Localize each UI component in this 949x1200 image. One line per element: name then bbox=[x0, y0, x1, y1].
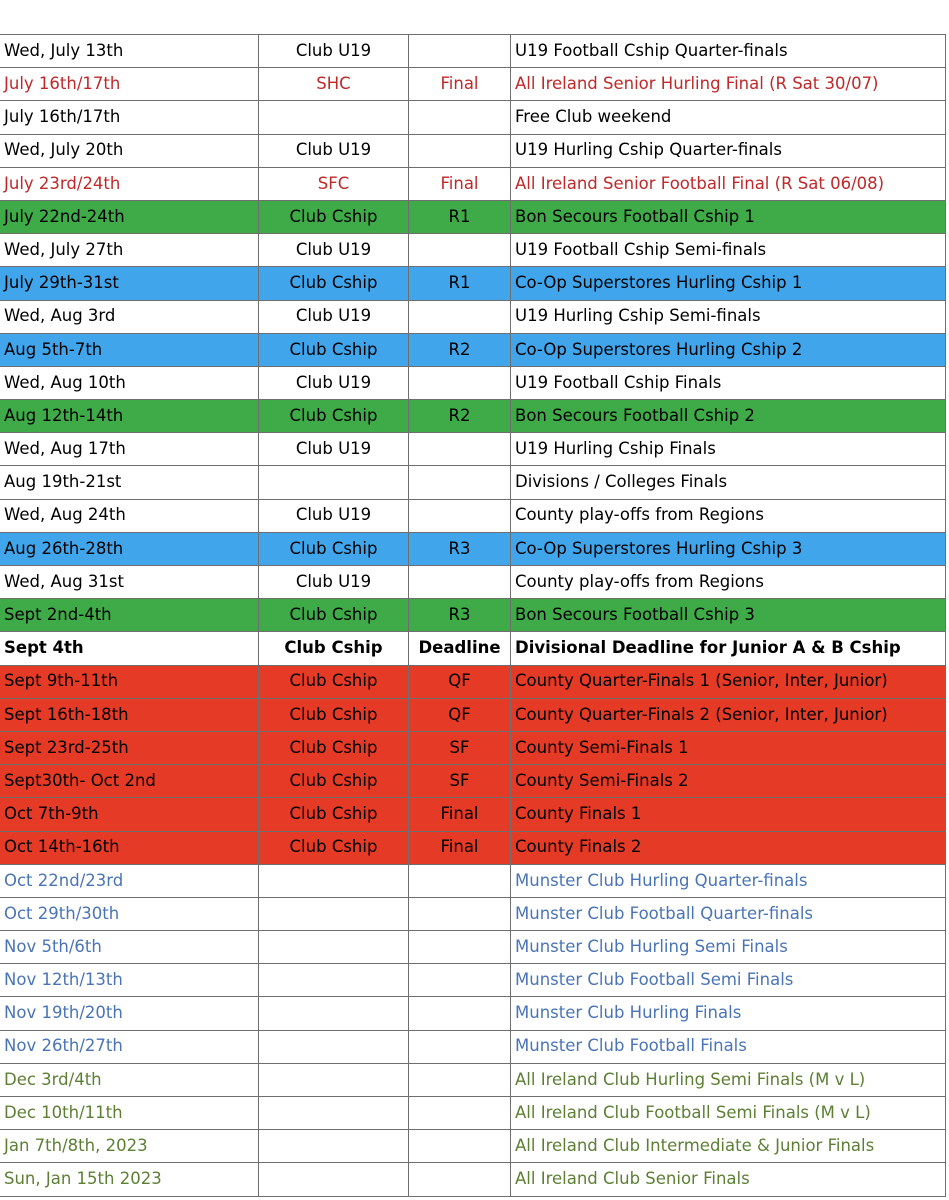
fixture-competition: Club Cship bbox=[259, 599, 409, 632]
fixture-round bbox=[409, 433, 511, 466]
fixture-competition: Club U19 bbox=[259, 134, 409, 167]
fixture-round: QF bbox=[409, 698, 511, 731]
fixtures-table bbox=[0, 34, 946, 1197]
fixture-description: Divisions / Colleges Finals bbox=[511, 466, 946, 499]
fixture-competition: Club U19 bbox=[259, 433, 409, 466]
fixture-competition: Club U19 bbox=[259, 499, 409, 532]
fixture-date: Wed, Aug 17th bbox=[0, 433, 259, 466]
fixture-date: Wed, Aug 3rd bbox=[0, 300, 259, 333]
fixture-round bbox=[409, 864, 511, 897]
fixture-description: All Ireland Club Senior Finals bbox=[511, 1163, 946, 1196]
fixture-row bbox=[0, 798, 946, 831]
fixture-description: U19 Hurling Cship Finals bbox=[511, 433, 946, 466]
fixture-date: Sept 16th-18th bbox=[0, 698, 259, 731]
fixture-competition bbox=[259, 1130, 409, 1163]
fixture-date: July 22nd-24th bbox=[0, 200, 259, 233]
fixture-competition bbox=[259, 1097, 409, 1130]
fixture-round bbox=[409, 566, 511, 599]
fixture-description: County Semi-Finals 1 bbox=[511, 731, 946, 764]
fixture-row bbox=[0, 499, 946, 532]
fixture-competition: Club Cship bbox=[259, 400, 409, 433]
fixture-description: County Finals 1 bbox=[511, 798, 946, 831]
fixture-date: Wed, July 13th bbox=[0, 35, 259, 68]
fixture-date: Sept 9th-11th bbox=[0, 665, 259, 698]
fixture-round: Deadline bbox=[409, 632, 511, 665]
fixture-description: U19 Football Cship Quarter-finals bbox=[511, 35, 946, 68]
fixture-round: Final bbox=[409, 798, 511, 831]
fixture-competition: SFC bbox=[259, 167, 409, 200]
fixture-competition: Club Cship bbox=[259, 632, 409, 665]
fixture-date: July 16th/17th bbox=[0, 101, 259, 134]
fixture-description: All Ireland Senior Football Final (R Sat 06/08) bbox=[511, 167, 946, 200]
fixture-description: County play-offs from Regions bbox=[511, 499, 946, 532]
fixture-row bbox=[0, 931, 946, 964]
fixture-description: U19 Hurling Cship Quarter-finals bbox=[511, 134, 946, 167]
fixture-round bbox=[409, 1097, 511, 1130]
fixture-competition: Club Cship bbox=[259, 267, 409, 300]
fixture-competition: Club Cship bbox=[259, 831, 409, 864]
fixture-row bbox=[0, 964, 946, 997]
fixture-competition bbox=[259, 931, 409, 964]
fixture-date: Aug 26th-28th bbox=[0, 532, 259, 565]
fixture-competition: Club Cship bbox=[259, 731, 409, 764]
fixture-round bbox=[409, 997, 511, 1030]
fixture-row bbox=[0, 466, 946, 499]
fixture-row bbox=[0, 400, 946, 433]
fixture-competition bbox=[259, 1030, 409, 1063]
fixture-description: Bon Secours Football Cship 2 bbox=[511, 400, 946, 433]
fixture-row bbox=[0, 698, 946, 731]
fixture-row bbox=[0, 333, 946, 366]
fixture-date: Wed, Aug 24th bbox=[0, 499, 259, 532]
fixture-date: July 23rd/24th bbox=[0, 167, 259, 200]
fixture-date: Jan 7th/8th, 2023 bbox=[0, 1130, 259, 1163]
fixture-date: Sept30th- Oct 2nd bbox=[0, 765, 259, 798]
fixture-date: July 29th-31st bbox=[0, 267, 259, 300]
fixture-row bbox=[0, 765, 946, 798]
fixture-round bbox=[409, 234, 511, 267]
fixture-date: Wed, Aug 10th bbox=[0, 366, 259, 399]
fixture-date: Wed, July 27th bbox=[0, 234, 259, 267]
fixture-description: Co-Op Superstores Hurling Cship 2 bbox=[511, 333, 946, 366]
fixture-date: Oct 29th/30th bbox=[0, 897, 259, 930]
fixture-row bbox=[0, 300, 946, 333]
fixture-round bbox=[409, 1163, 511, 1196]
fixture-row bbox=[0, 1030, 946, 1063]
fixture-date: Sun, Jan 15th 2023 bbox=[0, 1163, 259, 1196]
fixture-description: County Semi-Finals 2 bbox=[511, 765, 946, 798]
fixture-date: Wed, Aug 31st bbox=[0, 566, 259, 599]
fixture-round: Final bbox=[409, 831, 511, 864]
fixture-date: July 16th/17th bbox=[0, 68, 259, 101]
fixture-competition bbox=[259, 897, 409, 930]
fixture-competition bbox=[259, 1063, 409, 1096]
fixture-description: Co-Op Superstores Hurling Cship 1 bbox=[511, 267, 946, 300]
fixture-competition: Club Cship bbox=[259, 698, 409, 731]
fixture-description: U19 Hurling Cship Semi-finals bbox=[511, 300, 946, 333]
fixture-description: Bon Secours Football Cship 1 bbox=[511, 200, 946, 233]
fixture-competition: Club Cship bbox=[259, 532, 409, 565]
fixture-round: Final bbox=[409, 68, 511, 101]
fixture-competition: Club U19 bbox=[259, 366, 409, 399]
fixture-round: R3 bbox=[409, 532, 511, 565]
fixture-row bbox=[0, 897, 946, 930]
fixture-round bbox=[409, 1063, 511, 1096]
fixture-competition bbox=[259, 101, 409, 134]
fixture-row bbox=[0, 1097, 946, 1130]
fixture-row bbox=[0, 101, 946, 134]
fixture-row bbox=[0, 433, 946, 466]
fixture-description: Co-Op Superstores Hurling Cship 3 bbox=[511, 532, 946, 565]
fixture-competition: Club Cship bbox=[259, 200, 409, 233]
fixtures-body bbox=[0, 35, 946, 1197]
fixture-description: Munster Club Football Semi Finals bbox=[511, 964, 946, 997]
fixture-round: R1 bbox=[409, 267, 511, 300]
fixture-description: Munster Club Football Quarter-finals bbox=[511, 897, 946, 930]
fixture-row bbox=[0, 731, 946, 764]
fixture-description: County play-offs from Regions bbox=[511, 566, 946, 599]
fixture-row bbox=[0, 200, 946, 233]
fixture-competition: Club Cship bbox=[259, 665, 409, 698]
fixture-date: Nov 19th/20th bbox=[0, 997, 259, 1030]
fixture-row bbox=[0, 1063, 946, 1096]
fixture-row bbox=[0, 35, 946, 68]
fixture-row bbox=[0, 831, 946, 864]
fixture-date: Dec 3rd/4th bbox=[0, 1063, 259, 1096]
fixture-date: Oct 22nd/23rd bbox=[0, 864, 259, 897]
fixture-round bbox=[409, 897, 511, 930]
fixture-round bbox=[409, 499, 511, 532]
fixture-date: Aug 5th-7th bbox=[0, 333, 259, 366]
fixture-row bbox=[0, 1130, 946, 1163]
fixture-round bbox=[409, 1030, 511, 1063]
fixture-round: R3 bbox=[409, 599, 511, 632]
fixture-round bbox=[409, 964, 511, 997]
fixture-description: All Ireland Club Football Semi Finals (M v L) bbox=[511, 1097, 946, 1130]
fixture-row bbox=[0, 864, 946, 897]
fixture-description: Divisional Deadline for Junior A & B Cship bbox=[511, 632, 946, 665]
fixture-row bbox=[0, 632, 946, 665]
fixture-round bbox=[409, 931, 511, 964]
fixture-description: County Quarter-Finals 2 (Senior, Inter, Junior) bbox=[511, 698, 946, 731]
fixture-row bbox=[0, 997, 946, 1030]
fixture-round bbox=[409, 101, 511, 134]
fixture-round: Final bbox=[409, 167, 511, 200]
fixture-competition bbox=[259, 864, 409, 897]
fixture-row bbox=[0, 532, 946, 565]
fixture-round bbox=[409, 35, 511, 68]
fixture-description: All Ireland Senior Hurling Final (R Sat 30/07) bbox=[511, 68, 946, 101]
fixture-row bbox=[0, 566, 946, 599]
fixture-date: Wed, July 20th bbox=[0, 134, 259, 167]
fixture-description: Munster Club Hurling Semi Finals bbox=[511, 931, 946, 964]
fixture-competition bbox=[259, 964, 409, 997]
fixture-competition bbox=[259, 466, 409, 499]
fixture-description: Munster Club Hurling Finals bbox=[511, 997, 946, 1030]
fixture-date: Dec 10th/11th bbox=[0, 1097, 259, 1130]
fixture-competition bbox=[259, 997, 409, 1030]
fixture-date: Oct 14th-16th bbox=[0, 831, 259, 864]
fixture-competition: Club Cship bbox=[259, 333, 409, 366]
fixture-row bbox=[0, 134, 946, 167]
fixture-round: SF bbox=[409, 731, 511, 764]
fixture-round: R1 bbox=[409, 200, 511, 233]
fixture-row bbox=[0, 68, 946, 101]
fixture-description: County Finals 2 bbox=[511, 831, 946, 864]
fixture-competition: Club U19 bbox=[259, 234, 409, 267]
fixture-round bbox=[409, 134, 511, 167]
fixture-description: Munster Club Hurling Quarter-finals bbox=[511, 864, 946, 897]
fixture-date: Oct 7th-9th bbox=[0, 798, 259, 831]
fixture-description: Munster Club Football Finals bbox=[511, 1030, 946, 1063]
fixture-round: SF bbox=[409, 765, 511, 798]
fixture-row bbox=[0, 167, 946, 200]
fixture-date: Nov 5th/6th bbox=[0, 931, 259, 964]
fixture-description: U19 Football Cship Semi-finals bbox=[511, 234, 946, 267]
fixture-competition bbox=[259, 1163, 409, 1196]
fixture-round: R2 bbox=[409, 333, 511, 366]
fixture-date: Nov 26th/27th bbox=[0, 1030, 259, 1063]
fixture-description: Free Club weekend bbox=[511, 101, 946, 134]
fixture-competition: SHC bbox=[259, 68, 409, 101]
fixture-round: QF bbox=[409, 665, 511, 698]
fixture-round bbox=[409, 366, 511, 399]
fixture-description: All Ireland Club Intermediate & Junior Finals bbox=[511, 1130, 946, 1163]
fixture-competition: Club Cship bbox=[259, 798, 409, 831]
fixture-row bbox=[0, 599, 946, 632]
fixture-date: Sept 4th bbox=[0, 632, 259, 665]
fixture-row bbox=[0, 665, 946, 698]
fixture-description: Bon Secours Football Cship 3 bbox=[511, 599, 946, 632]
fixture-row bbox=[0, 234, 946, 267]
fixture-competition: Club U19 bbox=[259, 35, 409, 68]
fixture-date: Aug 12th-14th bbox=[0, 400, 259, 433]
fixture-date: Aug 19th-21st bbox=[0, 466, 259, 499]
fixture-row bbox=[0, 1163, 946, 1196]
fixture-competition: Club U19 bbox=[259, 566, 409, 599]
fixture-row bbox=[0, 267, 946, 300]
fixture-description: All Ireland Club Hurling Semi Finals (M v L) bbox=[511, 1063, 946, 1096]
fixture-date: Sept 2nd-4th bbox=[0, 599, 259, 632]
fixture-competition: Club Cship bbox=[259, 765, 409, 798]
fixture-competition: Club U19 bbox=[259, 300, 409, 333]
fixture-round bbox=[409, 300, 511, 333]
fixture-round: R2 bbox=[409, 400, 511, 433]
fixture-description: County Quarter-Finals 1 (Senior, Inter, Junior) bbox=[511, 665, 946, 698]
fixture-date: Nov 12th/13th bbox=[0, 964, 259, 997]
fixture-round bbox=[409, 466, 511, 499]
fixture-description: U19 Football Cship Finals bbox=[511, 366, 946, 399]
fixture-round bbox=[409, 1130, 511, 1163]
fixture-date: Sept 23rd-25th bbox=[0, 731, 259, 764]
fixture-row bbox=[0, 366, 946, 399]
